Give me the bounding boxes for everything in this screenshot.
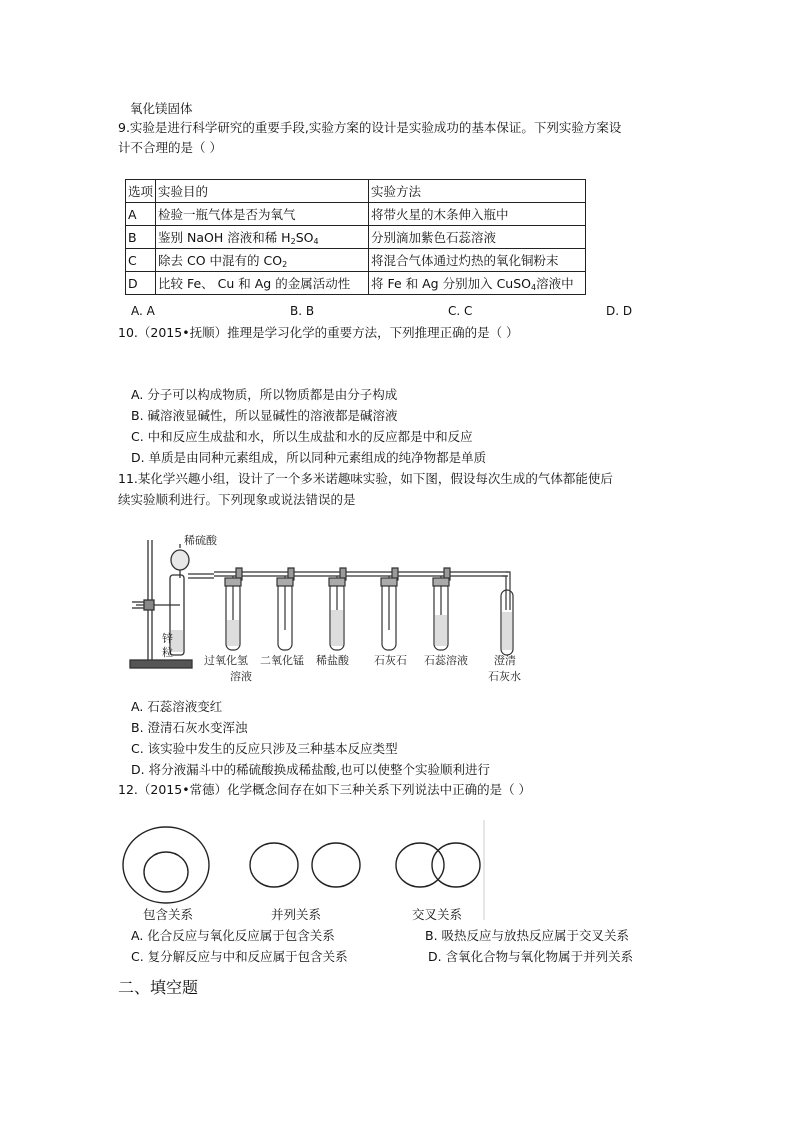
q11-option-b[interactable]: B. 澄清石灰水变浑浊	[131, 720, 248, 735]
domino-apparatus-figure	[118, 530, 538, 690]
q12-option-b[interactable]: B. 吸热反应与放热反应属于交叉关系	[425, 928, 630, 943]
q10-option-c[interactable]: C. 中和反应生成盐和水，所以生成盐和水的反应都是中和反应	[131, 429, 473, 444]
row-key: C	[126, 249, 156, 272]
q11-option-c[interactable]: C. 该实验中发生的反应只涉及三种基本反应类型	[131, 741, 398, 756]
tube-label-3: 稀盐酸	[316, 654, 349, 667]
row-key: B	[126, 226, 156, 249]
q9-stem-line2: 计不合理的是（ ）	[118, 140, 222, 155]
cross-circle-left	[396, 843, 444, 887]
label-acid: 稀硫酸	[184, 534, 217, 547]
table-row	[126, 203, 586, 226]
table-header-row	[126, 180, 586, 203]
q10-option-b[interactable]: B. 碱溶液显碱性，所以显碱性的溶液都是碱溶液	[131, 408, 398, 423]
header-method: 实验方法	[369, 180, 586, 203]
q11-option-a[interactable]: A. 石蕊溶液变红	[131, 699, 223, 714]
tube-label-6: 澄清	[494, 654, 516, 667]
label-intersection: 交叉关系	[412, 907, 463, 922]
row-purpose: 比较 Fe、 Cu 和 Ag 的金属活动性	[156, 272, 369, 295]
q9-table	[125, 179, 586, 295]
row-method: 将 Fe 和 Ag 分别加入 CuSO$_4$溶液中	[369, 272, 586, 295]
tube-label-1: 过氧化氢	[204, 654, 248, 667]
label-inclusion: 包含关系	[143, 907, 194, 922]
tube-label-2: 二氧化锰	[260, 654, 304, 667]
row-key: A	[126, 203, 156, 226]
label-parallel: 并列关系	[271, 907, 322, 922]
q12-stem: 12.（2015•常德）化学概念间存在如下三种关系下列说法中正确的是（ ）	[118, 782, 532, 797]
tube-label-6b: 石灰水	[488, 670, 521, 683]
row-key: D	[126, 272, 156, 295]
q9-option-a[interactable]: A. A	[131, 304, 155, 318]
inner-circle	[144, 852, 188, 892]
cross-circle-right	[432, 843, 480, 887]
row-purpose: 除去 CO 中混有的 $CO_2$	[156, 249, 369, 272]
label-zinc-2: 粒	[162, 646, 173, 659]
q10-option-d[interactable]: D. 单质是由同种元素组成，所以同种元素组成的纯净物都是单质	[131, 450, 487, 465]
q9-option-b[interactable]: B. B	[290, 304, 315, 318]
q11-option-d[interactable]: D. 将分液漏斗中的稀硫酸换成稀盐酸,也可以使整个实验顺利进行	[131, 762, 491, 777]
section-heading: 二、填空题	[118, 978, 199, 997]
tube-label-4: 石灰石	[374, 654, 407, 667]
tube-label-1b: 溶液	[230, 670, 252, 683]
header-option: 选项	[126, 180, 156, 203]
table-row	[126, 272, 586, 295]
row-purpose: 检验一瓶气体是否为氧气	[156, 203, 369, 226]
q12-option-d[interactable]: D. 含氧化合物与氧化物属于并列关系	[428, 949, 634, 964]
q9-option-c[interactable]: C. C	[448, 304, 473, 318]
q9-option-d[interactable]: D. D	[606, 304, 633, 318]
q10-stem: 10.（2015•抚顺）推理是学习化学的重要方法，下列推理正确的是（ ）	[118, 325, 519, 340]
top-fragment: 氧化镁固体	[130, 101, 193, 116]
row-method: 将混合气体通过灼热的氧化铜粉末	[369, 249, 586, 272]
header-purpose: 实验目的	[156, 180, 369, 203]
q11-stem-line1: 11.某化学兴趣小组，设计了一个多米诺趣味实验，如下图，假设每次生成的气体都能使后	[118, 471, 613, 486]
q11-stem-line2: 续实验顺利进行。下列现象或说法错误的是	[118, 492, 356, 507]
table-row	[126, 226, 586, 249]
label-zinc-1: 锌	[162, 632, 173, 645]
tube-label-5: 石蕊溶液	[424, 654, 468, 667]
row-method: 分别滴加紫色石蕊溶液	[369, 226, 586, 249]
q12-option-a[interactable]: A. 化合反应与氧化反应属于包含关系	[131, 928, 335, 943]
parallel-circle-right	[312, 843, 360, 887]
row-method: 将带火星的木条伸入瓶中	[369, 203, 586, 226]
table-row	[126, 249, 586, 272]
q10-option-a[interactable]: A. 分子可以构成物质，所以物质都是由分子构成	[131, 387, 398, 402]
row-purpose: 鉴别 NaOH 溶液和稀 $H_2SO_4$	[156, 226, 369, 249]
parallel-circle-left	[250, 843, 298, 887]
q9-stem-line1: 9.实验是进行科学研究的重要手段,实验方案的设计是实验成功的基本保证。下列实验方案设	[118, 120, 622, 135]
q12-option-c[interactable]: C. 复分解反应与中和反应属于包含关系	[131, 949, 348, 964]
